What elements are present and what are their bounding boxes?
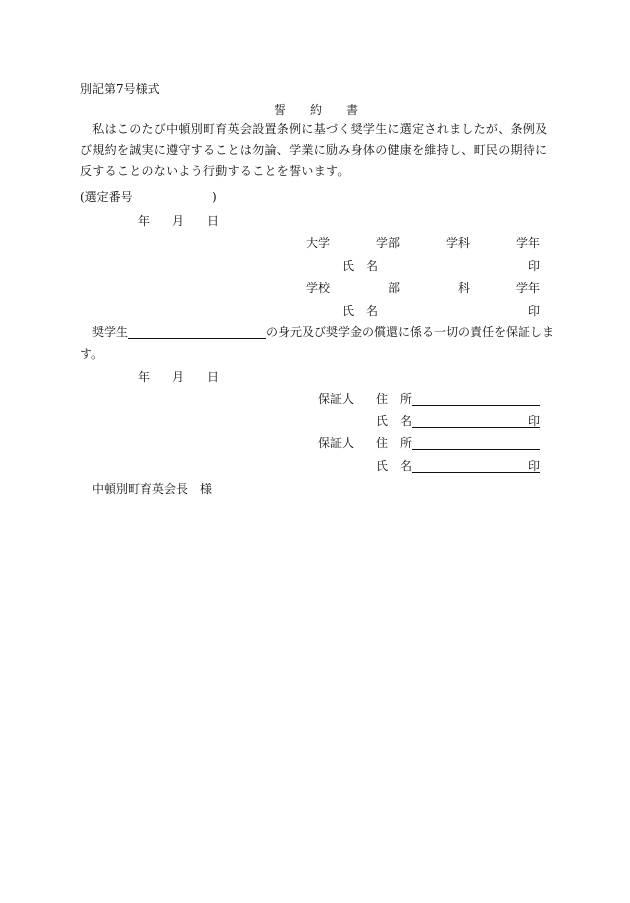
guarantee-suffix: の身元及び奨学金の償還に係る一切の責任を保証しま	[266, 325, 555, 339]
guarantor-1-seal: 印	[528, 414, 541, 428]
date-year: 年	[138, 214, 151, 228]
guarantor-2-address-label: 住 所	[376, 436, 413, 450]
guarantor-1-label: 保証人	[318, 392, 355, 406]
addressee: 中頓別町育英会長 様	[92, 482, 213, 496]
school-label: 学校	[306, 281, 331, 295]
department-label: 学科	[446, 236, 471, 250]
guarantor-1-address-blank[interactable]	[412, 392, 540, 406]
guarantee-prefix: 奨学生	[92, 325, 129, 339]
guarantor-2-label: 保証人	[318, 436, 355, 450]
student-name-blank[interactable]	[128, 325, 266, 339]
grade-label-2: 学年	[516, 281, 541, 295]
document-title: 誓 約 書	[274, 103, 359, 117]
guarantor-1-name-blank[interactable]	[412, 414, 540, 428]
guarantor-2-name-blank[interactable]	[412, 459, 540, 473]
selection-number-close: )	[212, 190, 217, 204]
date-day-2: 日	[207, 370, 220, 384]
pledge-text: 私はこのたび中頓別町育英会設置条例に基づく奨学生に選定されましたが、条例及び規約を誠実に遵守することは勿論、学業に励み身体の健康を維持し、町民の期待に反することのないよう行動することを誓います。	[80, 122, 548, 178]
guarantee-tail: す。	[80, 347, 104, 361]
date-year-2: 年	[138, 370, 151, 384]
guarantor-2-address-blank[interactable]	[412, 436, 540, 450]
guarantor-1-address-label: 住 所	[376, 392, 413, 406]
form-number: 別記第7号様式	[80, 82, 160, 96]
university-label: 大学	[306, 236, 331, 250]
guarantor-1-name-label: 氏 名	[376, 414, 413, 428]
bu-label: 部	[388, 281, 401, 295]
guarantor-2-seal: 印	[528, 459, 541, 473]
student-name-label-2: 氏 名	[342, 304, 379, 318]
student-name-label: 氏 名	[342, 259, 379, 273]
ka-label: 科	[458, 281, 471, 295]
date-day: 日	[207, 214, 220, 228]
grade-label: 学年	[516, 236, 541, 250]
date-month-2: 月	[172, 370, 185, 384]
guarantee-sentence	[80, 325, 555, 339]
date-month: 月	[172, 214, 185, 228]
faculty-label: 学部	[376, 236, 401, 250]
student-seal-2: 印	[528, 304, 541, 318]
guarantor-2-name-label: 氏 名	[376, 459, 413, 473]
student-seal-1: 印	[528, 259, 541, 273]
selection-number-label: (選定番号	[80, 190, 133, 204]
